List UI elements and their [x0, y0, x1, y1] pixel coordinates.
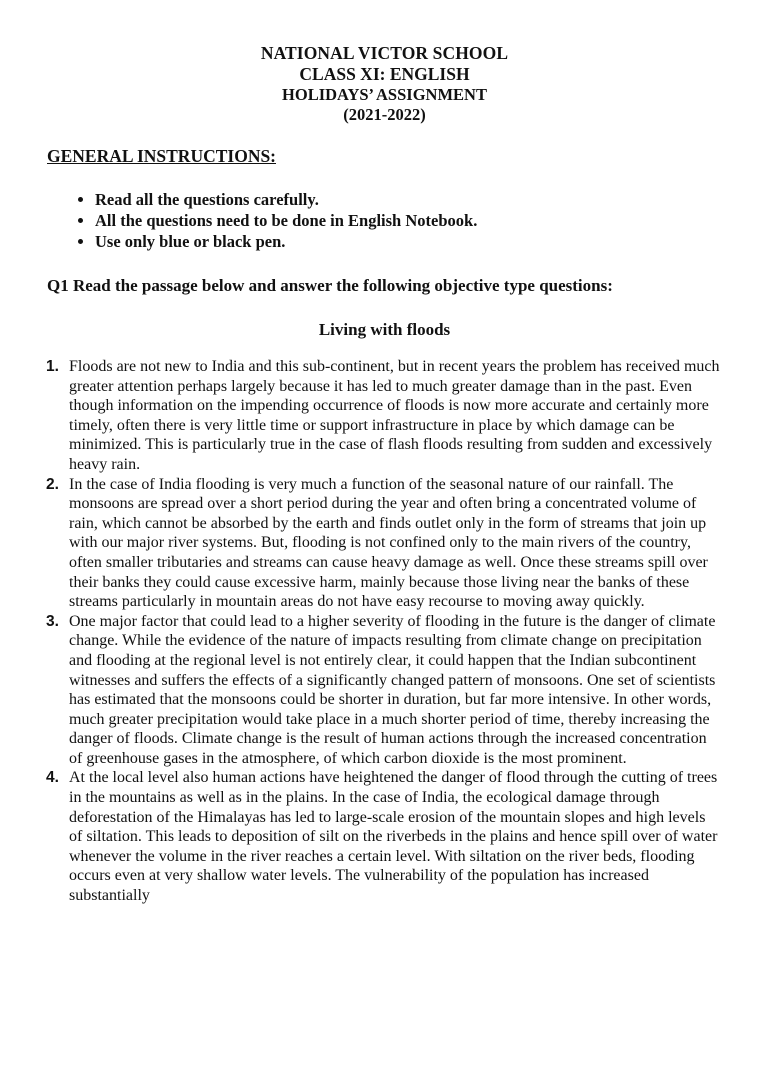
paragraph-text: One major factor that could lead to a higher severity of flooding in the future is the danger of climate change. While the evidence of the nature of impacts resulting from climate change on precipitation and flooding at the regional level is not entirely clear, it could happen that the Indian subcontinent witnesses and suffers the effects of a significantly changed pattern of monsoons. One set of scientists has estimated that the monsoons could be shorter in duration, but far more intensive. In other words, much greater precipitation would take place in a much shorter period of time, thereby increasing the danger of floods. Climate change is the result of human actions through the increased concentration of greenhouse gases in the atmosphere, of which carbon dioxide is the most prominent.: [69, 612, 716, 767]
assignment-title: HOLIDAYS’ ASSIGNMENT: [282, 85, 487, 104]
instruction-item: • Read all the questions carefully.: [95, 189, 722, 210]
instruction-item: • Use only blue or black pen.: [95, 231, 722, 252]
paragraph-text: At the local level also human actions have heightened the danger of flood through the cutting of trees in the mountains as well as in the plains. In the case of India, the ecological damage through deforestation of the Himalayas has led to large-scale erosion of the mountain slopes and high levels of siltation. This leads to deposition of silt on the riverbeds in the plains and hence spill over of water whenever the volume in the river reaches a certain level. With siltation on the river beds, flooding occurs even at very shallow water levels. The vulnerability of the population has increased substantially: [69, 769, 718, 905]
paragraph-text: Floods are not new to India and this sub-continent, but in recent years the problem has received much greater attention perhaps largely because it has led to much greater damage than in the past. Even though information on the impending occurrence of floods is now more accurate and certainly more timely, often there is very little time or support infrastructure in place by which damage can be minimized. This is particularly true in the case of flash floods resulting from sudden and excessively heavy rain.: [69, 358, 720, 473]
passage-paragraph: [47, 357, 722, 475]
passage-paragraph: [47, 768, 722, 905]
paragraph-number: 4.: [46, 769, 59, 787]
passage-paragraph: [47, 612, 722, 769]
passage-paragraph: [47, 475, 722, 612]
passage-body: [47, 357, 722, 906]
session-year: (2021-2022): [343, 105, 426, 124]
passage-title: Living with floods: [318, 320, 451, 339]
paragraph-number: 1.: [46, 358, 59, 375]
document-header: [47, 43, 722, 125]
instructions-list: [47, 189, 722, 252]
assignment-page: [0, 43, 768, 1067]
instruction-item: • All the questions need to be done in English Notebook.: [95, 210, 722, 231]
paragraph-text: In the case of India flooding is very much a function of the seasonal nature of our rainfall. The monsoons are spread over a short period during the year and often bring a concentrated volume of rain, which cannot be absorbed by the earth and finds outlet only in the form of streams that join up with our major river systems. But, flooding is not confined only to the main rivers of the country, often smaller tributaries and streams can cause heavy damage as well. Once these streams spill over their banks they could cause excessive harm, mainly because those living near the banks of these streams particularly in mountain areas do not have easy recourse to moving away quickly.: [69, 475, 708, 611]
class-subject: CLASS XI: ENGLISH: [299, 64, 470, 84]
question-1-prompt: Q1 Read the passage below and answer the following objective type questions:: [47, 276, 613, 295]
school-name: NATIONAL VICTOR SCHOOL: [260, 43, 509, 63]
paragraph-number: 3.: [46, 612, 59, 630]
paragraph-number: 2.: [46, 475, 59, 493]
general-instructions-heading: GENERAL INSTRUCTIONS:: [47, 146, 277, 166]
